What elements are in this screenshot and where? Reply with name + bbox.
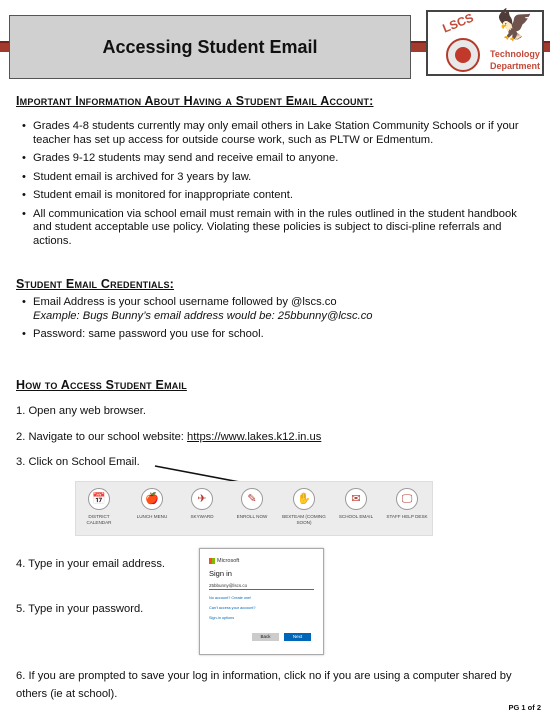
school-website-iconbar [75,481,433,536]
skyward-icon: ✈ [191,488,213,510]
school-website-link[interactable]: https://www.lakes.k12.in.us [187,431,322,443]
logo-text: LSCS [440,10,476,36]
help-desk-link[interactable]: 🖵 STAFF HELP DESK [385,488,429,520]
list-item: • Password: same password you use for school. [20,328,532,342]
envelope-icon: ✉ [345,488,367,510]
step-2: 2. Navigate to our school website: https://www.lakes.k12.in.us [16,431,322,443]
step-6: 6. If you are prompted to save your log in information, click no if you are using a computer shared by others (ie at school). [16,670,512,700]
page-title: Accessing Student Email [102,36,318,57]
bexteam-link[interactable]: ✋ BEXTEAM (COMING SOON) [282,488,326,525]
pencil-icon: ✎ [241,488,263,510]
step-5: 5. Type in your password. [16,603,144,615]
list-item: • Grades 4-8 students currently may only email others in Lake Station Community Schools or if your teacher has set up access for outside course work, such as PLTW or Edmentum. [20,120,532,147]
signin-options-link[interactable]: Sign-in options [209,616,235,620]
cant-access-link[interactable]: Can't access your account? [209,606,256,610]
school-email-link[interactable]: ✉ SCHOOL EMAIL [334,488,378,520]
apple-icon: 🍎 [141,488,163,510]
eagle-icon: 🦅 [496,9,534,42]
step-4: 4. Type in your email address. [16,558,166,570]
list-item: • Student email is monitored for inappropriate content. [20,189,532,203]
list-item: • All communication via school email must remain with in the rules outlined in the student handbook and student acceptable use policy. Violating these policies is subject to disci-pline referrals and actions. [20,208,532,249]
list-item: • Grades 9-12 students may send and receive email to anyone. [20,152,532,166]
skyward-link[interactable]: ✈ SKYWARD [180,488,224,520]
email-item: Email Address is your school username followed by @lscs.co [33,296,337,308]
microsoft-icon [209,558,215,564]
hand-icon: ✋ [293,488,315,510]
enroll-link[interactable]: ✎ ENROLL NOW [230,488,274,520]
lunch-menu-link[interactable]: 🍎 LUNCH MENU [130,488,174,520]
email-field[interactable]: 25bbunny@lscs.co [209,583,314,590]
monitor-icon: 🖵 [396,488,418,510]
step-3: 3. Click on School Email. [16,456,140,468]
section-heading-credentials: Student Email Credentials: [16,277,175,291]
microsoft-logo: Microsoft [209,558,314,564]
step-1: 1. Open any web browser. [16,405,146,417]
next-button[interactable]: Next [284,633,311,641]
logo-subtitle: Technology Department [490,49,541,71]
page-number: PG 1 of 2 [508,703,541,712]
create-account-link[interactable]: No account? Create one! [209,596,252,600]
calendar-link[interactable]: 📅 DISTRICT CALENDAR [77,488,121,525]
email-example: Example: Bugs Bunny’s email address would be: 25bbunny@lcsc.co [33,309,373,322]
signin-heading: Sign in [209,569,232,578]
section-heading-info: Important Information About Having a Student Email Account: [16,94,374,108]
microsoft-signin-panel [199,548,324,655]
back-button[interactable]: Back [252,633,279,641]
calendar-icon: 📅 [88,488,110,510]
list-item: • Student email is archived for 3 years by law. [20,171,532,185]
section-heading-access: How to Access Student Email [16,378,187,392]
